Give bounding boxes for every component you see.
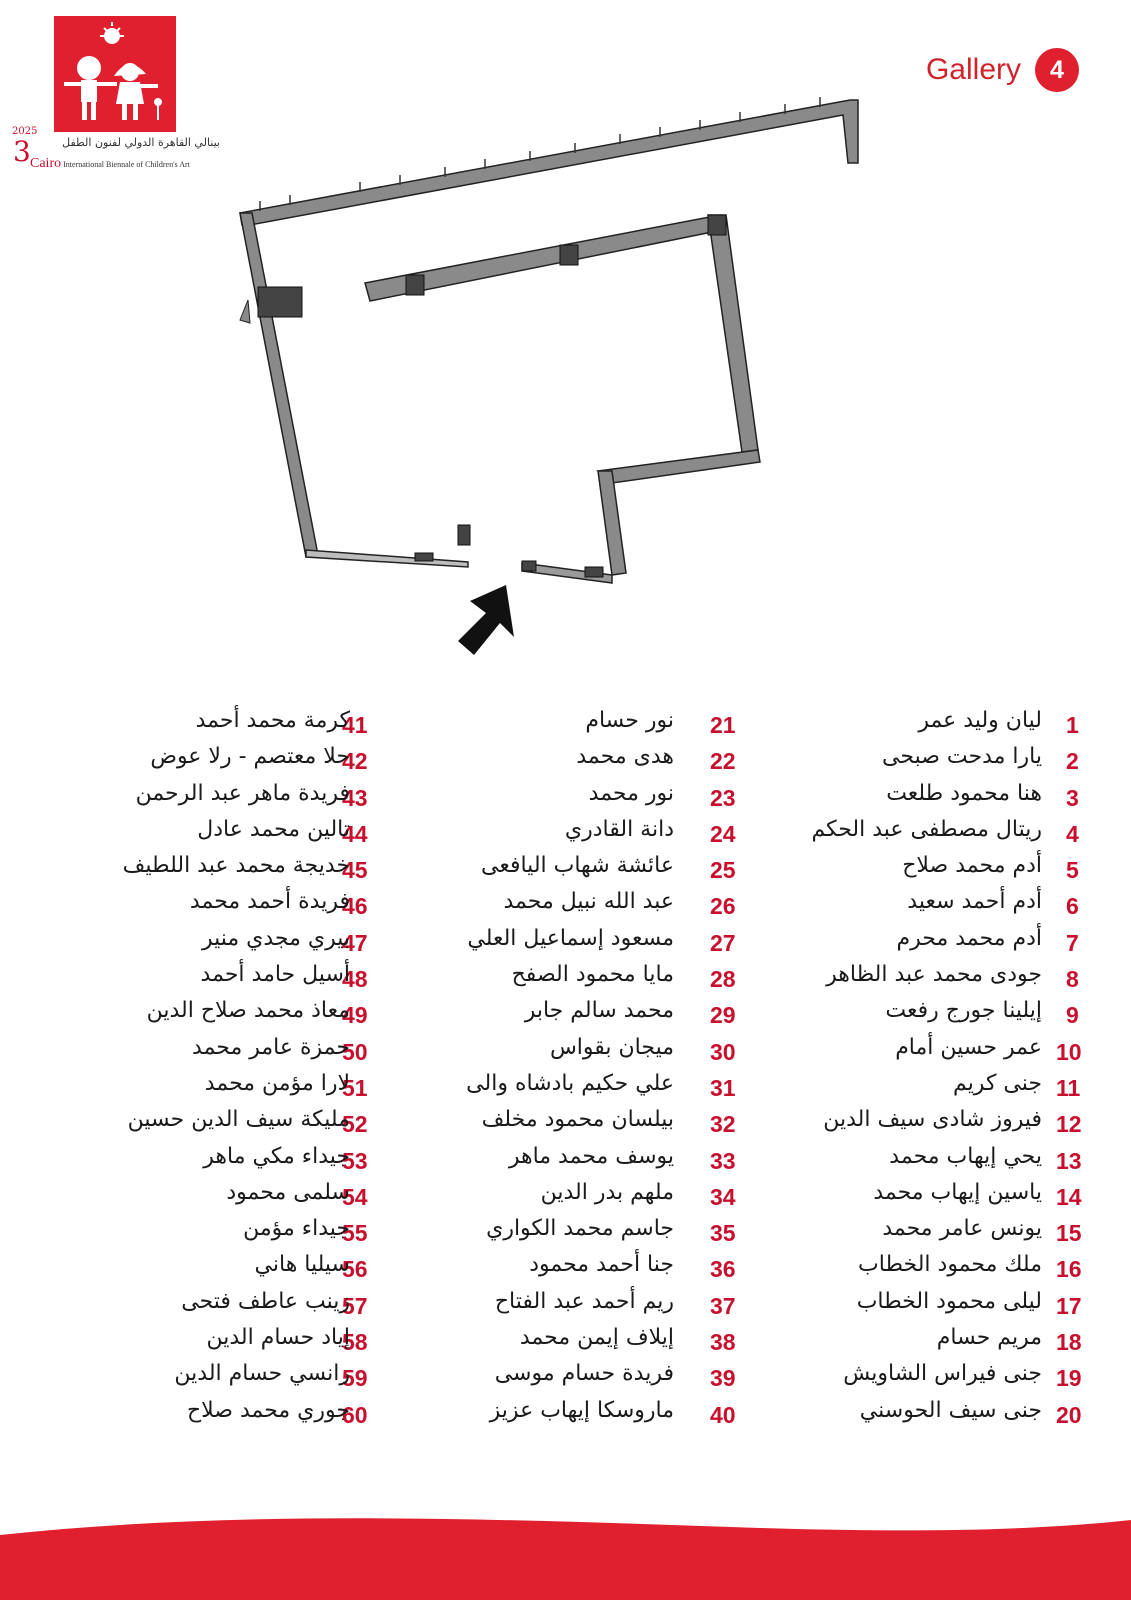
artist-name: سلمى محمود (226, 1179, 350, 1205)
artist-name: نور حسام (585, 708, 674, 733)
artist-name: لارا مؤمن محمد (204, 1070, 350, 1096)
list-item (40, 1180, 380, 1216)
artist-name: إياد حسام الدين (206, 1325, 350, 1351)
logo-mark (54, 16, 176, 132)
artist-number: 56 (342, 1256, 368, 1283)
artist-number: 60 (342, 1401, 368, 1428)
logo-arabic-title: بينالي القاهرة الدولي لفنون الطفل (62, 136, 220, 149)
artist-number: 32 (710, 1111, 736, 1138)
artist-number: 47 (342, 929, 368, 956)
list-item (420, 1071, 740, 1107)
list-item (40, 744, 380, 780)
artist-number: 55 (342, 1220, 368, 1247)
logo-english-subtitle: International Biennale of Children's Art (63, 160, 190, 169)
artist-number: 49 (342, 1002, 368, 1029)
list-item (40, 817, 380, 853)
list-item (40, 1035, 380, 1071)
artist-name: مليكة سيف الدين حسين (127, 1107, 350, 1133)
artist-name: جيداء مكي ماهر (203, 1143, 350, 1169)
artist-number: 13 (1056, 1147, 1082, 1174)
list-item (760, 889, 1096, 925)
artist-number: 19 (1056, 1365, 1082, 1392)
artist-number: 6 (1066, 893, 1079, 920)
artist-number: 22 (710, 748, 736, 775)
artist-number: 33 (710, 1147, 736, 1174)
list-item (40, 1325, 380, 1361)
artist-number: 42 (342, 748, 368, 775)
artist-number: 7 (1066, 929, 1079, 956)
artist-number: 41 (342, 712, 368, 738)
artist-number: 39 (710, 1365, 736, 1392)
list-item (40, 781, 380, 817)
artist-number: 11 (1056, 1074, 1081, 1101)
artist-number: 31 (710, 1074, 736, 1101)
artist-number: 51 (342, 1074, 368, 1101)
biennale-logo (12, 16, 222, 172)
artist-name: رانسي حسام الدين (174, 1361, 350, 1387)
list-item (40, 962, 380, 998)
artist-name: مريم حسام (936, 1325, 1042, 1351)
artist-name: حمزة عامر محمد (192, 1034, 350, 1060)
artist-number: 3 (1066, 784, 1079, 811)
artist-name: بيلسان محمود مخلف (481, 1107, 674, 1133)
logo-english-title (30, 156, 190, 172)
list-item (760, 962, 1096, 998)
artist-name: جوري محمد صلاح (186, 1397, 350, 1423)
list-item (760, 1398, 1096, 1434)
list-item (760, 744, 1096, 780)
artist-number: 8 (1066, 966, 1079, 993)
artist-number: 59 (342, 1365, 368, 1392)
list-item (760, 1035, 1096, 1071)
artist-number: 4 (1066, 820, 1079, 847)
artist-name: دانة القادري (564, 816, 674, 842)
artist-name: جودى محمد عبد الظاهر (826, 962, 1042, 988)
artist-number: 38 (710, 1329, 736, 1356)
children-illustration-icon (54, 16, 176, 132)
list-item (40, 889, 380, 925)
artist-name: حلا معتصم - رلا عوض (150, 744, 350, 770)
artist-number: 43 (342, 784, 368, 811)
artist-list-column-3 (40, 708, 380, 1434)
list-item (40, 708, 380, 744)
list-item (40, 1071, 380, 1107)
list-item (760, 1325, 1096, 1361)
artist-name: يارا مدحت صبحى (882, 744, 1042, 770)
artist-number: 14 (1056, 1183, 1082, 1210)
list-item (420, 853, 740, 889)
artist-list-column-1 (760, 708, 1096, 1434)
artist-name: خديجة محمد عبد اللطيف (122, 853, 350, 879)
artist-name: ملهم بدر الدين (540, 1179, 674, 1205)
list-item (420, 926, 740, 962)
artist-number: 2 (1066, 748, 1079, 775)
list-item (40, 1361, 380, 1397)
artist-name: إيلاف إيمن محمد (519, 1325, 674, 1351)
list-item (760, 1107, 1096, 1143)
artist-number: 34 (710, 1183, 736, 1210)
list-item (420, 962, 740, 998)
artist-name: فريدة أحمد محمد (189, 889, 350, 915)
artist-number: 58 (342, 1329, 368, 1356)
artist-number: 46 (342, 893, 368, 920)
artist-number: 17 (1056, 1292, 1082, 1319)
list-item (40, 1107, 380, 1143)
gallery-header (926, 48, 1079, 92)
list-item (40, 1289, 380, 1325)
list-item (40, 926, 380, 962)
list-item (40, 998, 380, 1034)
artist-name: جيداء مؤمن (243, 1216, 350, 1242)
artist-number: 27 (710, 929, 736, 956)
artist-number: 52 (342, 1111, 368, 1138)
list-item (420, 1180, 740, 1216)
logo-year: 2025 (12, 126, 38, 137)
list-item (760, 1252, 1096, 1288)
artist-number: 15 (1056, 1220, 1082, 1247)
artist-name: عائشة شهاب اليافعى (481, 853, 674, 879)
artist-name: أسيل حامد أحمد (200, 962, 350, 988)
artist-name: أدم أحمد سعيد (907, 889, 1042, 915)
list-item (420, 998, 740, 1034)
artist-number: 40 (710, 1401, 736, 1428)
gallery-number-badge: 4 (1035, 48, 1079, 92)
artist-name: كرمة محمد أحمد (195, 708, 350, 733)
artist-number: 26 (710, 893, 736, 920)
list-item (40, 1398, 380, 1434)
artist-name: ماروسكا إيهاب عزيز (489, 1397, 674, 1423)
artist-number: 53 (342, 1147, 368, 1174)
artist-number: 5 (1066, 857, 1079, 884)
artist-number: 24 (710, 820, 736, 847)
artist-name: هدى محمد (576, 744, 674, 770)
floor-plan (230, 95, 890, 655)
artist-number: 30 (710, 1038, 736, 1065)
artist-list-column-2 (420, 708, 740, 1434)
list-item (760, 708, 1096, 744)
list-item (420, 1361, 740, 1397)
artist-name: أدم محمد صلاح (902, 853, 1042, 879)
list-item (420, 744, 740, 780)
artist-number: 25 (710, 857, 736, 884)
artist-number: 28 (710, 966, 736, 993)
artist-number: 50 (342, 1038, 368, 1065)
list-item (420, 1144, 740, 1180)
artist-number: 1 (1066, 712, 1079, 738)
list-item (760, 817, 1096, 853)
artist-name: ملك محمود الخطاب (858, 1252, 1042, 1278)
artist-number: 9 (1066, 1002, 1079, 1029)
list-item (420, 1252, 740, 1288)
artist-name: فريدة حسام موسى (494, 1361, 674, 1387)
artist-name: فيروز شادى سيف الدين (823, 1107, 1042, 1133)
list-item (760, 781, 1096, 817)
artist-number: 45 (342, 857, 368, 884)
artist-name: يحي إيهاب محمد (889, 1143, 1042, 1169)
list-item (760, 1216, 1096, 1252)
artist-name: ريم أحمد عبد الفتاح (494, 1288, 674, 1314)
artist-name: مسعود إسماعيل العلي (467, 925, 674, 951)
artist-name: فريدة ماهر عبد الرحمن (135, 780, 350, 806)
list-item (760, 1289, 1096, 1325)
artist-name: عمر حسين أمام (895, 1034, 1042, 1060)
artist-number: 54 (342, 1183, 368, 1210)
list-item (760, 998, 1096, 1034)
artist-number: 23 (710, 784, 736, 811)
footer-wave (0, 1490, 1131, 1600)
list-item (420, 889, 740, 925)
list-item (420, 1107, 740, 1143)
artist-name: ليلى محمود الخطاب (856, 1288, 1042, 1314)
artist-number: 29 (710, 1002, 736, 1029)
artist-name: سيليا هاني (254, 1252, 350, 1278)
list-item (40, 1216, 380, 1252)
artist-number: 57 (342, 1292, 368, 1319)
artist-name: إيلينا جورج رفعت (885, 998, 1042, 1024)
artist-name: ياسين إيهاب محمد (873, 1179, 1042, 1205)
list-item (420, 1398, 740, 1434)
artist-name: أدم محمد محرم (896, 925, 1042, 951)
list-item (420, 708, 740, 744)
floor-plan-walls (240, 100, 858, 583)
artist-name: جنا أحمد محمود (529, 1252, 674, 1278)
list-item (420, 1289, 740, 1325)
logo-city: Cairo (30, 156, 62, 171)
list-item (40, 1252, 380, 1288)
artist-name: جنى سيف الحوسني (859, 1397, 1042, 1423)
artist-name: محمد سالم جابر (524, 998, 674, 1024)
artist-name: ميجان بقواس (549, 1034, 674, 1060)
list-item (420, 1216, 740, 1252)
artist-number: 35 (710, 1220, 736, 1247)
entrance-arrow-icon (458, 585, 514, 655)
list-item (40, 1144, 380, 1180)
artist-number: 21 (710, 712, 736, 738)
wall-notch (240, 300, 250, 323)
artist-number: 12 (1056, 1111, 1082, 1138)
artist-number: 20 (1056, 1401, 1082, 1428)
artist-number: 36 (710, 1256, 736, 1283)
list-item (40, 853, 380, 889)
list-item (760, 853, 1096, 889)
artist-name: جاسم محمد الكواري (486, 1216, 674, 1242)
list-item (760, 1144, 1096, 1180)
artist-name: زينب عاطف فتحى (181, 1288, 350, 1314)
artist-name: ليان وليد عمر (918, 708, 1042, 733)
artist-name: هنا محمود طلعت (886, 780, 1042, 806)
artist-number: 48 (342, 966, 368, 993)
list-item (420, 817, 740, 853)
list-item (420, 781, 740, 817)
artist-name: مايا محمود الصفح (511, 962, 674, 988)
artist-number: 18 (1056, 1329, 1082, 1356)
list-item (760, 1361, 1096, 1397)
artist-number: 10 (1056, 1038, 1082, 1065)
artist-name: تالين محمد عادل (197, 816, 350, 842)
artist-name: جنى كريم (953, 1070, 1042, 1096)
gallery-title: Gallery (925, 53, 1021, 86)
list-item (760, 926, 1096, 962)
artist-name: بيري مجدي منير (201, 925, 350, 951)
artist-number: 44 (342, 820, 368, 847)
logo-edition-number: 3 (13, 135, 31, 168)
list-item (760, 1071, 1096, 1107)
artist-name: نور محمد (588, 780, 674, 806)
list-item (420, 1325, 740, 1361)
artist-name: علي حكيم بادشاه والى (466, 1070, 674, 1096)
list-item (420, 1035, 740, 1071)
artist-number: 16 (1056, 1256, 1082, 1283)
artist-name: يونس عامر محمد (882, 1216, 1042, 1242)
artist-name: ريتال مصطفى عبد الحكم (811, 816, 1042, 842)
artist-name: يوسف محمد ماهر (508, 1143, 674, 1169)
list-item (760, 1180, 1096, 1216)
artist-number: 37 (710, 1292, 736, 1319)
artist-name: معاذ محمد صلاح الدين (146, 998, 350, 1024)
artist-name: جنى فيراس الشاويش (843, 1361, 1042, 1387)
artist-name: عبد الله نبيل محمد (503, 889, 674, 915)
